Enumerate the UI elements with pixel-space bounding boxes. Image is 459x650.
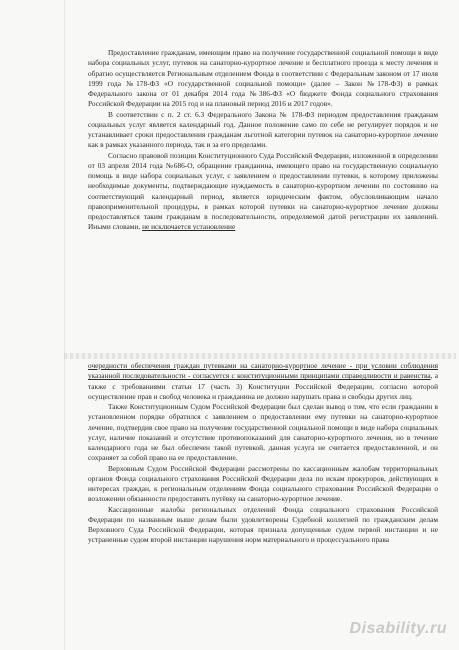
paragraph-4: Также Конституционным Судом Российской Федерации был сделан вывод о том, что если гражданин в установленном порядке обратился с заявлением о предоставлении ему путевки на санаторно-курортное лечение, подтвердив свое право на получение государственной социальной помощи в виде набора социальных услуг, наличие показаний и отсутствие противопоказаний для санаторно-курортного лечения, но в течение календарного года не был обеспечен такой путевкой, данная услуга не считается предоставленной, и он сохраняет за собой право на ее предоставление. [88, 402, 438, 463]
paragraph-3 [88, 151, 438, 233]
paragraph-3-underlined: не исключается установление [142, 222, 236, 232]
document-body-bottom [88, 361, 438, 546]
paragraph-2: В соответствии с п. 2 ст. 6.3 Федерального Закона № 178-ФЗ периодом предоставления гражданам социальных услуг является календарный год. Данное положение само по себе не регулирует порядок и не устанавливает сроки предоставления гражданам льготной категории путевок на санаторно-курортное лечение как в рамках указанного периода, так и за его пределами. [88, 109, 438, 150]
page-splice-line [64, 353, 456, 359]
site-watermark: Disability.ru [349, 620, 447, 637]
document-body-top [88, 48, 438, 233]
paragraph-3-text: Согласно правовой позиции Конституционного Суда Российской Федерации, изложенной в определении от 03 апреля 2014 года №686-О, обращение гражданина, имеющего право на государственную социальную помощь в виде набора социальных услуг, с заявлением о предоставлении путевки, к которому приложены необходимые документы, подтверждающие нуждаемость в санаторно-курортном лечении по состоянию на соответствующий календарный период, является юридическим фактом, обусловливающим начало правоприменительной процедуры, в рамках которой путевки на санаторно-курортное лечение должны предоставляться таким гражданам в последовательности, определяемой датой регистрации их заявлений. Иными словами, [88, 150, 438, 232]
paragraph-5: Верховным Судом Российской Федерации рассмотрены по кассационным жалобам территориальных органов Фонда социального страхования Российской Федерации дела по искам прокуроров, действующих в интересах граждан, к региональным отделениям Фонда социального страхования Российской Федерации о возложении обязанности предоставить путёвку на санаторно-курортное лечение. [88, 463, 438, 504]
paragraph-6: Кассационные жалобы региональных отделений Фонда социального страхования Российской Федерации по названным выше делам были удовлетворены Судебной коллегией по гражданским делам Верховного Суда Российской Федерации, которая признала допущенные судом первой инстанции и не устраненные судом второй инстанции нарушения норм материального и процессуального права [88, 504, 438, 545]
paragraph-3-continued-text: , а также с требованиями статьи 17 (часть 3) Конституции Российской Федерации, согласно которой осуществление прав и свобод человека и гражданина не должно нарушать права и свободы других лиц. [88, 371, 439, 401]
paragraph-3-continued-underlined: очередности обеспечения граждан путевками на санаторно-курортное лечение - при условии соблюдения указанной последовательности - согласуется с конституционными принципами справедливости и равенства [88, 361, 438, 381]
page-edge [64, 0, 65, 650]
paragraph-3-continued [88, 361, 438, 402]
paragraph-1: Предоставление гражданам, имеющим право на получение государственной социальной помощи в виде набора социальных услуг, путевок на санаторно-курортное лечение и бесплатного проезда к месту лечения и обратно осуществляется Региональным отделением Фонда в соответствии с Федеральным законом от 17 июля 1999 года №178-ФЗ «О государственной социальной помощи» (далее – Закон №178-ФЗ) в рамках Федерального закона от 01 декабря 2014 года №386-ФЗ «О бюджете Фонда социального страхования Российской Федерации на 2015 год и на плановый период 2016 и 2017 годов». [88, 48, 438, 109]
